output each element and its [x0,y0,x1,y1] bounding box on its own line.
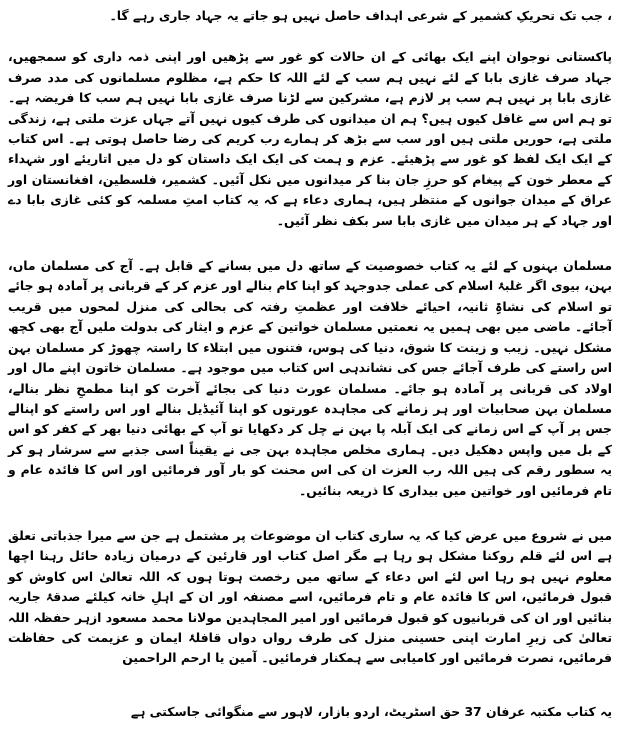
paragraph-spacer [8,231,612,256]
paragraph-spacer [8,26,612,47]
paragraph-jihad-continues: ، جب تک تحریکِ کشمیر کے شرعی اہداف حاصل نہیں ہو جاتے یہ جہاد جاری رہے گا۔ [109,8,612,23]
paragraph-publisher-note: یہ کتاب مکتبہ عرفان 37 حق اسٹریٹ، اردو بازار، لاہور سے منگوائی جاسکتی ہے [130,703,612,719]
paragraph-spacer [8,669,612,702]
paragraph-youth-appeal: پاکستانی نوجوان اپنے ایک بھائی کے ان حالات کو غور سے پڑھیں اور اپنی ذمہ داری کو سمجھیں، جہاد صرف غازی بابا کے لئے نہیں ہم سب کے لئے اللہ کا حکم ہے، مظلوم مسلمانوں کی مدد صرف غازی بابا پر نہیں ہم سب پر لازم ہے، مشرکین سے لڑنا صرف غازی بابا نہیں ہم سب کا فریضہ ہے۔ تو ہم اس سے غافل کیوں ہیں؟ ہم ان میدانوں کی طرف کیوں نہیں آتے جہاں عزت ملتی ہے، زندگی ملتی ہے، حوریں ملتی ہیں اور سب سے بڑھ کر ہمارے رب کریم کی رضا حاصل ہوتی ہے۔ اس کتاب کے ایک ایک لفظ کو غور سے پڑھیئے۔ عزم و ہمت کی ایک ایک داستان کو دل میں اتاریئے اور شہداء کے معطر خون کے پیغام کو حرزِ جان بنا کر میدانوں میں نکل آئیں۔ کشمیر، فلسطین، افغانستان اور عراق کے میدان جوانوں کے منتظر ہیں، ہماری دعاء ہے کہ یہ کتاب امتِ مسلمہ کو کئی غازی بابا دے اور جہاد کے ہر میدان میں غازی بابا سر بکف نظر آئیں۔ [8,49,612,228]
paragraph-sisters-appeal: مسلمان بہنوں کے لئے یہ کتاب خصوصیت کے ساتھ دل میں بسانے کے قابل ہے۔ آج کی مسلمان ماں، بہن، بیوی اگر غلبۂ اسلام کی عملی جدوجہد کو اپنا کام بنالے اور عزم کر کے قربانی پر آمادہ ہو جائے تو اسلام کی نشاۃِ ثانیہ، احیائے خلافت اور عظمتِ رفتہ کی بحالی کی منزل لمحوں میں قریب آجائے۔ ماضی میں بھی ہمیں یہ نعمتیں مسلمان خواتین کے عزم و ایثار کی بدولت ملیں آج بھی کچھ مشکل نہیں۔ زیب و زینت کا شوق، دنیا کی ہوس، فتنوں میں ابتلاء کا راستہ چھوڑ کر مسلمان بہن اس راستے کی طرف آجائے جس کی نشاندہی اس کتاب میں موجود ہے۔ مسلمان خاتون اپنے مال اور اولاد کی قربانی پر آمادہ ہو جائے۔ مسلمان عورت دنیا کی بجائے آخرت کو اپنا مطمحِ نظر بنالے، مسلمان بہن صحابیات اور ہر زمانے کی مجاہدہ عورتوں کو اپنا آئیڈیل بنالے اور اس راستے کو اپنالے جس پر آپ کے اس زمانے کی ایک آبلہ پا بہن نے چل کر دکھایا تو آپ کے بھائی دنیا بھر کے کفر کو اس کے بل میں واپس دھکیل دیں۔ ہماری مخلص مجاہدہ بہن جی نے یقیناً اسی جذبے سے سرشار ہو کر یہ سطور رقم کی ہیں اللہ رب العزت ان کی اس محنت کو بار آور فرمائیں اور اس کا فائدہ عام و تام فرمائیں اور خواتین میں بیداری کا ذریعہ بنائیں۔ [8,258,612,498]
paragraph-spacer [8,501,612,526]
paragraph-closing-prayer: میں نے شروع میں عرض کیا کہ یہ ساری کتاب ان موضوعات پر مشتمل ہے جن سے میرا جذباتی تعلق ہے اس لئے قلم روکنا مشکل ہو رہا ہے مگر اصل کتاب اور قارئین کے درمیان زیادہ حائل رہنا اچھا معلوم نہیں ہو رہا اس لئے اس دعاء کے ساتھ میں رخصت ہوتا ہوں کہ اللہ تعالیٰ اس کاوش کو قبول فرمائیں، اس کا فائدہ عام و تام فرمائیں، اسے مصنفہ اور ان کے اہلِ خانہ کیلئے صدقۂ جاریہ بنائیں اور ان کی قربانیوں کو قبول فرمائیں اور امیر المجاہدین مولانا محمد مسعود ازہر حفظہ اللہ تعالیٰ کی زیرِ امارت اپنی حسینی منزل کی طرف رواں دواں قافلۂ ایمان و عزیمت کی حفاظت فرمائیں، نصرت فرمائیں اور کامیابی سے ہمکنار فرمائیں۔ آمین یا ارحم الراحمین [8,527,612,666]
